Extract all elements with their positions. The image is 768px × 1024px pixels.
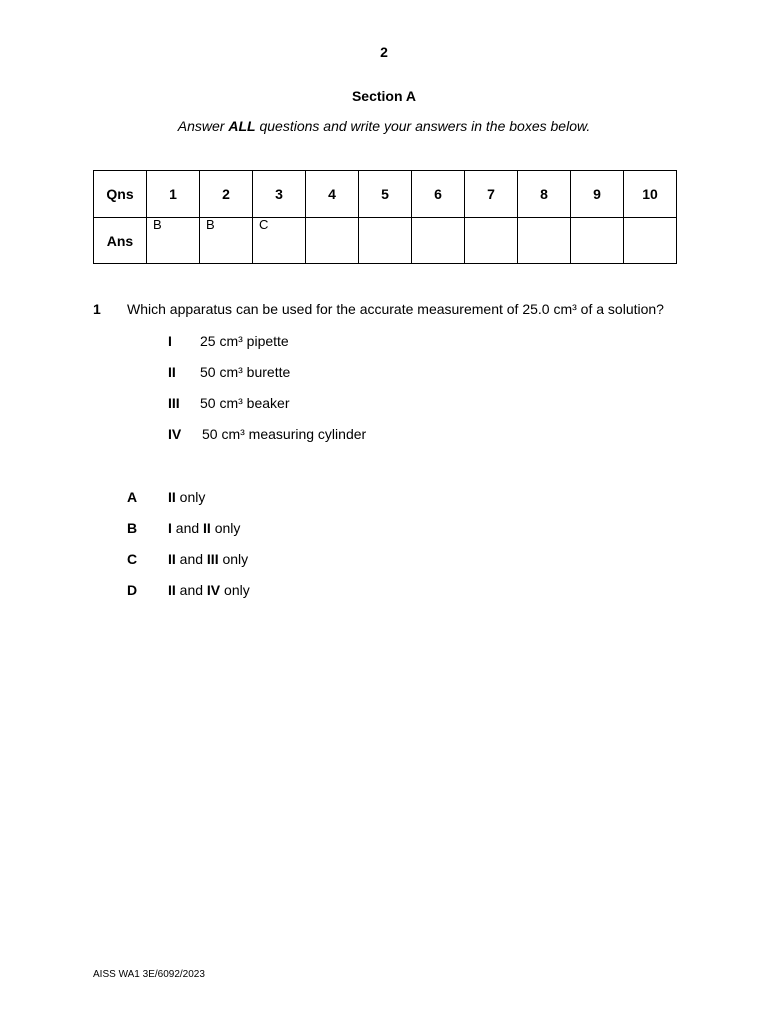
option-letter: B [127,520,138,536]
question-number-cell: 7 [465,171,518,218]
option-letter: D [127,582,138,598]
answer-cell[interactable] [571,218,624,264]
question-number-cell: 8 [518,171,571,218]
statement-item [168,333,289,349]
answer-option[interactable] [127,582,250,598]
option-roman: II [168,551,176,567]
ans-row-header: Ans [94,218,147,264]
statement-text: 25 cm³ pipette [200,333,289,349]
statement-roman: I [168,333,172,349]
question-number-cell: 1 [147,171,200,218]
answers-row [94,218,677,264]
answer-cell[interactable] [518,218,571,264]
option-text: only [218,551,249,567]
answer-cell[interactable] [147,218,200,264]
instructions [0,118,768,134]
qns-row-header: Qns [94,171,147,218]
answer-option[interactable] [127,489,205,505]
answer-cell[interactable] [253,218,306,264]
statement-roman: III [168,395,180,411]
question-number-cell: 3 [253,171,306,218]
statement-roman: II [168,364,176,380]
instructions-prefix: Answer [177,118,229,134]
option-roman: II [168,582,176,598]
option-text: and [175,582,207,598]
answer-cell[interactable] [200,218,253,264]
statement-item [168,364,290,380]
statement-item [168,426,366,442]
question-number-cell: 9 [571,171,624,218]
instructions-emphasis: ALL [228,118,256,134]
statement-text: 50 cm³ burette [200,364,291,380]
answer-option[interactable] [127,520,240,536]
option-text: only [210,520,241,536]
instructions-suffix: questions and write your answers in the boxes below. [255,118,591,134]
question-number-cell: 4 [306,171,359,218]
answer-text: B [153,217,162,232]
answer-text: C [259,217,269,232]
answer-cell[interactable] [359,218,412,264]
option-roman: III [206,551,219,567]
question-number-cell: 5 [359,171,412,218]
option-letter: A [127,489,138,505]
answer-table [93,170,677,264]
page-number: 2 [380,44,388,60]
option-roman: IV [206,582,221,598]
footer-paper-code: AISS WA1 3E/6092/2023 [93,969,205,980]
option-text: and [175,551,207,567]
answer-cell[interactable] [306,218,359,264]
statement-text: 50 cm³ measuring cylinder [202,426,367,442]
answer-option[interactable] [127,551,248,567]
statement-item [168,395,289,411]
option-roman: II [168,489,176,505]
answer-cell[interactable] [465,218,518,264]
option-text: only [175,489,206,505]
question-number-cell: 6 [412,171,465,218]
option-roman: I [168,520,172,536]
option-roman: II [203,520,211,536]
statement-text: 50 cm³ beaker [200,395,290,411]
section-title: Section A [351,88,417,104]
statement-roman: IV [168,426,182,442]
question-number-cell: 2 [200,171,253,218]
answer-cell[interactable] [624,218,677,264]
option-text: and [171,520,204,536]
answer-cell[interactable] [412,218,465,264]
option-letter: C [127,551,138,567]
questions-row [94,171,677,218]
answer-text: B [206,217,215,232]
question-stem: Which apparatus can be used for the accurate measurement of 25.0 cm³ of a solution? [127,301,664,317]
question-number: 1 [93,301,101,317]
question-number-cell: 10 [624,171,677,218]
option-text: only [220,582,250,598]
